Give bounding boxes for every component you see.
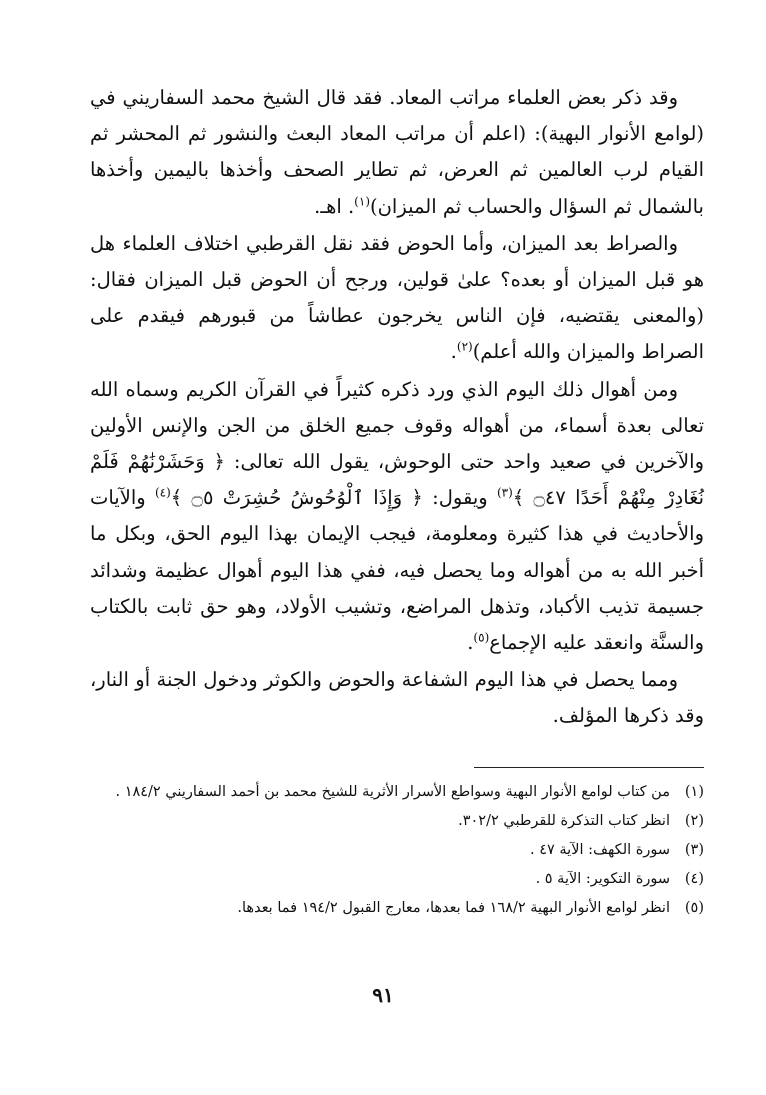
footnote-ref-4[interactable]: (٤) bbox=[154, 485, 171, 500]
text-run: ويقول: bbox=[422, 486, 497, 510]
footnotes bbox=[90, 778, 704, 923]
quran-verse-1: ﴿ وَحَشَرْنَٰهُمْ فَلَمْ نُغَادِرْ مِنْهُمْ أَحَدًا ۝٤٧ ﴾ bbox=[90, 450, 705, 510]
paragraph-2 bbox=[90, 226, 704, 371]
text-run: ومن أهوال ذلك اليوم الذي ورد ذكره كثيراً في القرآن الكريم وسماه الله تعالى بعدة أسماء، من أهواله وقوف جميع الخلق من الجن والإنس الأولين والآخرين في صعيد واحد حتى الوحوش، يقول الله تعالى: bbox=[90, 377, 704, 474]
footnote-item bbox=[90, 807, 704, 836]
text-run: والآيات والأحاديث في هذا كثيرة ومعلومة، فيجب الإيمان بهذا اليوم الحق، وبكل ما أخبر الله به من أهواله وما يحصل فيه، ففي هذا اليوم أهوال عظيمة وشدائد جسيمة تذيب الأكباد، وتذهل المراضع، وتشيب الأولاد، وهو حق ثابت بالكتاب والسنَّة وانعقد عليه الإجماع bbox=[90, 486, 704, 655]
text-run: ومما يحصل في هذا اليوم الشفاعة والحوض والكوثر ودخول الجنة أو النار، وقد ذكرها المؤلف. bbox=[90, 668, 704, 728]
footnote-item bbox=[90, 865, 704, 894]
text-run: والصراط بعد الميزان، وأما الحوض فقد نقل القرطبي اختلاف العلماء هل هو قبل الميزان أو بعده؟ علىٰ قولين، ورجح أن الحوض قبل الميزان فقال: (والمعنى يقتضيه، فإن الناس يخرجون عطاشاً من قبورهم فيقدم على الصراط والميزان والله أعلم) bbox=[90, 231, 704, 364]
footnote-ref-2[interactable]: (٢) bbox=[456, 339, 473, 354]
footnote-divider bbox=[474, 767, 704, 768]
footnote-number: (٢) bbox=[684, 813, 704, 829]
text-run: . bbox=[467, 631, 474, 655]
footnote-text: من كتاب لوامع الأنوار البهية وسواطع الأسرار الأثرية للشيخ محمد بن أحمد السفاريني ١٨٤/٢ . bbox=[115, 784, 670, 800]
footnote-text: انظر كتاب التذكرة للقرطبي ٣٠٢/٢. bbox=[458, 813, 670, 829]
footnote-ref-1[interactable]: (١) bbox=[354, 194, 370, 209]
footnote-number: (٣) bbox=[684, 842, 704, 858]
page-number: ٩١ bbox=[372, 983, 394, 1007]
paragraph-1 bbox=[90, 80, 704, 225]
footnote-text: سورة التكوير: الآية ٥ . bbox=[535, 871, 670, 887]
quran-verse-2: ﴿ وَإِذَا ٱلْوُحُوشُ حُشِرَتْ ۝٥ ﴾ bbox=[170, 486, 423, 510]
footnote-text: سورة الكهف: الآية ٤٧ . bbox=[529, 842, 670, 858]
footnote-number: (١) bbox=[684, 784, 704, 800]
paragraph-4 bbox=[90, 662, 704, 734]
footnote-number: (٥) bbox=[684, 900, 704, 916]
footnote-item bbox=[90, 836, 704, 865]
footnote-item bbox=[90, 894, 704, 923]
footnote-item bbox=[90, 778, 704, 807]
footnote-number: (٤) bbox=[684, 871, 704, 887]
paragraph-3 bbox=[90, 372, 704, 662]
text-run: وقد ذكر بعض العلماء مراتب المعاد. فقد قال الشيخ محمد السفاريني في (لوامع الأنوار البهية): (اعلم أن مراتب المعاد البعث والنشور ثم المحشر ثم القيام لرب العالمين ثم العرض، ثم تطاير الصحف وأخذها باليمين وأخذها بالشمال ثم السؤال والحساب ثم الميزان) bbox=[90, 86, 704, 218]
main-text bbox=[90, 80, 704, 735]
text-run: . اهـ. bbox=[314, 194, 355, 218]
text-run: . bbox=[450, 340, 457, 364]
footnote-ref-5[interactable]: (٥) bbox=[473, 630, 490, 645]
footnote-text: انظر لوامع الأنوار البهية ١٦٨/٢ فما بعدها، معارج القبول ١٩٤/٢ فما بعدها. bbox=[237, 900, 670, 916]
footnote-ref-3[interactable]: (٣) bbox=[496, 485, 513, 500]
